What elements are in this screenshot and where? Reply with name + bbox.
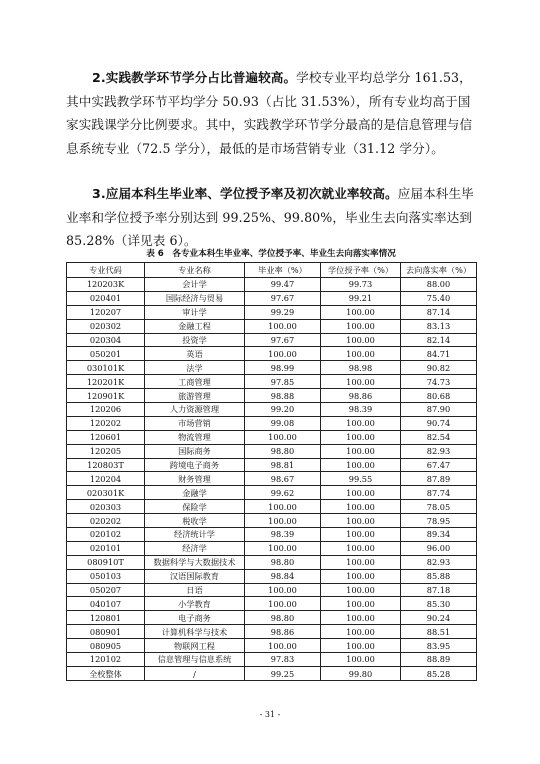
cell-degree-rate: 100.00 — [321, 653, 401, 667]
cell-degree-rate: 100.00 — [321, 569, 401, 583]
cell-employment-rate: 74.73 — [401, 375, 477, 389]
cell-employment-rate: 83.95 — [401, 639, 477, 653]
table-caption: 表 6 各专业本科生毕业率、学位授予率、毕业生去向落实率情况 — [146, 249, 396, 259]
table-row — [67, 541, 477, 555]
cell-major-code: 020202 — [67, 514, 145, 528]
cell-degree-rate: 100.00 — [321, 611, 401, 625]
cell-degree-rate: 100.00 — [321, 375, 401, 389]
cell-degree-rate: 98.98 — [321, 361, 401, 375]
cell-major-code: 120205 — [67, 444, 145, 458]
cell-major-code: 050103 — [67, 569, 145, 583]
cell-employment-rate: 78.05 — [401, 500, 477, 514]
cell-major-name: 市场营销 — [145, 416, 245, 430]
cell-major-code: 020304 — [67, 333, 145, 347]
cell-degree-rate: 98.86 — [321, 389, 401, 403]
table-row — [67, 500, 477, 514]
cell-major-code: 120207 — [67, 305, 145, 319]
cell-graduation-rate: 98.84 — [245, 569, 321, 583]
table-row — [67, 653, 477, 667]
cell-graduation-rate: 100.00 — [245, 319, 321, 333]
cell-employment-rate: 67.47 — [401, 458, 477, 472]
cell-major-name: 英语 — [145, 347, 245, 361]
paragraph-graduation-rates — [66, 182, 476, 253]
paragraph-text: 应届本科生毕业率和学位授予率分别达到 99.25%、99.80%，毕业生去向落实率达到 85.28%（详见表 6）。 — [66, 186, 474, 248]
cell-degree-rate: 100.00 — [321, 444, 401, 458]
cell-major-code: 120601 — [67, 430, 145, 444]
cell-graduation-rate: 98.81 — [245, 458, 321, 472]
cell-employment-rate: 89.34 — [401, 528, 477, 542]
cell-major-name: 电子商务 — [145, 611, 245, 625]
cell-employment-rate: 75.40 — [401, 291, 477, 305]
cell-major-code: 120206 — [67, 403, 145, 417]
cell-major-code: 050207 — [67, 583, 145, 597]
cell-employment-rate: 82.14 — [401, 333, 477, 347]
cell-degree-rate: 99.80 — [321, 666, 401, 681]
cell-employment-rate: 82.54 — [401, 430, 477, 444]
cell-major-code: 020101 — [67, 541, 145, 555]
table-row — [67, 361, 477, 375]
cell-employment-rate: 83.13 — [401, 319, 477, 333]
cell-graduation-rate: 100.00 — [245, 583, 321, 597]
cell-graduation-rate: 100.00 — [245, 597, 321, 611]
cell-graduation-rate: 99.47 — [245, 278, 321, 292]
table-row — [67, 278, 477, 292]
table-row — [67, 597, 477, 611]
paragraph-heading: 3.应届本科生毕业率、学位授予率及初次就业率较高。 — [92, 186, 398, 201]
cell-major-name: 保险学 — [145, 500, 245, 514]
cell-graduation-rate: 98.67 — [245, 472, 321, 486]
cell-employment-rate: 82.93 — [401, 444, 477, 458]
cell-major-code: 080910T — [67, 555, 145, 569]
cell-employment-rate: 87.14 — [401, 305, 477, 319]
table-row — [67, 430, 477, 444]
table-row — [67, 528, 477, 542]
cell-graduation-rate: 99.25 — [245, 666, 321, 681]
cell-graduation-rate: 100.00 — [245, 541, 321, 555]
cell-major-code: 050201 — [67, 347, 145, 361]
cell-graduation-rate: 99.29 — [245, 305, 321, 319]
cell-major-name: 工商管理 — [145, 375, 245, 389]
table-row — [67, 333, 477, 347]
cell-degree-rate: 99.73 — [321, 278, 401, 292]
cell-major-code: 020302 — [67, 319, 145, 333]
table-row — [67, 555, 477, 569]
table-header-row — [67, 263, 477, 278]
cell-major-name: 经济学 — [145, 541, 245, 555]
header-degree-rate: 学位授予率（%） — [321, 263, 401, 278]
paragraph-text: 学校专业平均总学分 161.53，其中实践教学环节平均学分 50.93（占比 31.53%），所有专业均高于国家实践课学分比例要求。其中，实践教学环节学分最高的是信息管理与信息系统专业（72.5 学分），最低的是市场营销专业（31.12 学分）。 — [66, 70, 473, 156]
cell-major-name: / — [145, 666, 245, 681]
page-number: - 31 - — [259, 710, 281, 719]
paragraph-heading: 2.实践教学环节学分占比普遍较高。 — [92, 70, 297, 85]
cell-major-name: 日语 — [145, 583, 245, 597]
cell-major-code: 120901K — [67, 389, 145, 403]
cell-employment-rate: 82.93 — [401, 555, 477, 569]
cell-major-name: 人力资源管理 — [145, 403, 245, 417]
table-row — [67, 319, 477, 333]
table-row — [67, 291, 477, 305]
cell-major-name: 审计学 — [145, 305, 245, 319]
cell-degree-rate: 100.00 — [321, 458, 401, 472]
cell-major-name: 税收学 — [145, 514, 245, 528]
cell-graduation-rate: 99.08 — [245, 416, 321, 430]
cell-major-name: 财务管理 — [145, 472, 245, 486]
cell-major-name: 法学 — [145, 361, 245, 375]
cell-employment-rate: 90.74 — [401, 416, 477, 430]
cell-graduation-rate: 100.00 — [245, 347, 321, 361]
cell-major-name: 小学教育 — [145, 597, 245, 611]
cell-degree-rate: 100.00 — [321, 347, 401, 361]
cell-employment-rate: 88.89 — [401, 653, 477, 667]
cell-degree-rate: 99.55 — [321, 472, 401, 486]
table-row — [67, 347, 477, 361]
cell-graduation-rate: 98.80 — [245, 611, 321, 625]
cell-degree-rate: 100.00 — [321, 597, 401, 611]
table-row — [67, 486, 477, 500]
cell-employment-rate: 87.18 — [401, 583, 477, 597]
cell-major-name: 金融学 — [145, 486, 245, 500]
cell-employment-rate: 85.88 — [401, 569, 477, 583]
cell-major-name: 物联网工程 — [145, 639, 245, 653]
cell-major-code: 全校整体 — [67, 666, 145, 681]
cell-degree-rate: 100.00 — [321, 639, 401, 653]
cell-employment-rate: 80.68 — [401, 389, 477, 403]
cell-major-name: 汉语国际教育 — [145, 569, 245, 583]
cell-graduation-rate: 99.62 — [245, 486, 321, 500]
table-row — [67, 458, 477, 472]
cell-graduation-rate: 98.99 — [245, 361, 321, 375]
cell-degree-rate: 99.21 — [321, 291, 401, 305]
cell-major-name: 旅游管理 — [145, 389, 245, 403]
table-row — [67, 611, 477, 625]
cell-graduation-rate: 98.80 — [245, 555, 321, 569]
cell-employment-rate: 87.90 — [401, 403, 477, 417]
cell-graduation-rate: 100.00 — [245, 430, 321, 444]
table-row — [67, 583, 477, 597]
cell-major-code: 120204 — [67, 472, 145, 486]
header-major-code: 专业代码 — [67, 263, 145, 278]
cell-major-name: 国际经济与贸易 — [145, 291, 245, 305]
cell-graduation-rate: 100.00 — [245, 639, 321, 653]
cell-major-code: 080901 — [67, 625, 145, 639]
cell-graduation-rate: 98.88 — [245, 389, 321, 403]
cell-degree-rate: 100.00 — [321, 555, 401, 569]
cell-graduation-rate: 97.67 — [245, 291, 321, 305]
table-row — [67, 569, 477, 583]
cell-major-code: 120201K — [67, 375, 145, 389]
table-row — [67, 403, 477, 417]
cell-major-name: 经济统计学 — [145, 528, 245, 542]
cell-graduation-rate: 100.00 — [245, 514, 321, 528]
cell-major-name: 国际商务 — [145, 444, 245, 458]
header-graduation-rate: 毕业率（%） — [245, 263, 321, 278]
paragraph-practice-credits — [66, 66, 476, 160]
cell-graduation-rate: 98.39 — [245, 528, 321, 542]
table-row — [67, 375, 477, 389]
cell-degree-rate: 100.00 — [321, 416, 401, 430]
cell-major-code: 020301K — [67, 486, 145, 500]
cell-graduation-rate: 100.00 — [245, 500, 321, 514]
table-row — [67, 625, 477, 639]
cell-employment-rate: 78.95 — [401, 514, 477, 528]
cell-major-name: 信息管理与信息系统 — [145, 653, 245, 667]
cell-graduation-rate: 98.80 — [245, 444, 321, 458]
cell-degree-rate: 100.00 — [321, 500, 401, 514]
cell-major-name: 跨境电子商务 — [145, 458, 245, 472]
cell-employment-rate: 85.28 — [401, 666, 477, 681]
cell-degree-rate: 100.00 — [321, 486, 401, 500]
cell-degree-rate: 100.00 — [321, 319, 401, 333]
cell-employment-rate: 88.00 — [401, 278, 477, 292]
cell-graduation-rate: 98.86 — [245, 625, 321, 639]
cell-major-code: 020102 — [67, 528, 145, 542]
cell-major-code: 030101K — [67, 361, 145, 375]
cell-degree-rate: 100.00 — [321, 625, 401, 639]
table-row — [67, 639, 477, 653]
cell-major-name: 金融工程 — [145, 319, 245, 333]
cell-degree-rate: 100.00 — [321, 305, 401, 319]
cell-graduation-rate: 97.85 — [245, 375, 321, 389]
cell-major-name: 数据科学与大数据技术 — [145, 555, 245, 569]
cell-degree-rate: 100.00 — [321, 541, 401, 555]
cell-graduation-rate: 97.83 — [245, 653, 321, 667]
table-row — [67, 472, 477, 486]
cell-employment-rate: 87.89 — [401, 472, 477, 486]
cell-employment-rate: 85.30 — [401, 597, 477, 611]
table-row — [67, 305, 477, 319]
header-employment-rate: 去向落实率（%） — [401, 263, 477, 278]
cell-employment-rate: 90.24 — [401, 611, 477, 625]
cell-degree-rate: 100.00 — [321, 583, 401, 597]
cell-employment-rate: 90.82 — [401, 361, 477, 375]
cell-major-code: 120202 — [67, 416, 145, 430]
header-major-name: 专业名称 — [145, 263, 245, 278]
cell-major-name: 会计学 — [145, 278, 245, 292]
cell-degree-rate: 100.00 — [321, 333, 401, 347]
cell-major-name: 物流管理 — [145, 430, 245, 444]
cell-graduation-rate: 97.67 — [245, 333, 321, 347]
table-row — [67, 444, 477, 458]
cell-major-code: 020401 — [67, 291, 145, 305]
cell-employment-rate: 84.71 — [401, 347, 477, 361]
cell-major-code: 020303 — [67, 500, 145, 514]
cell-major-code: 120203K — [67, 278, 145, 292]
table-row — [67, 416, 477, 430]
graduation-rates-table — [66, 262, 477, 681]
cell-major-code: 080905 — [67, 639, 145, 653]
cell-degree-rate: 98.39 — [321, 403, 401, 417]
cell-major-code: 120102 — [67, 653, 145, 667]
cell-major-code: 120803T — [67, 458, 145, 472]
cell-degree-rate: 100.00 — [321, 430, 401, 444]
cell-major-name: 计算机科学与技术 — [145, 625, 245, 639]
table-total-row — [67, 666, 477, 681]
cell-degree-rate: 100.00 — [321, 528, 401, 542]
table-row — [67, 389, 477, 403]
cell-employment-rate: 96.00 — [401, 541, 477, 555]
cell-graduation-rate: 99.20 — [245, 403, 321, 417]
cell-employment-rate: 88.51 — [401, 625, 477, 639]
cell-major-code: 040107 — [67, 597, 145, 611]
cell-major-name: 投资学 — [145, 333, 245, 347]
cell-major-code: 120801 — [67, 611, 145, 625]
cell-employment-rate: 87.74 — [401, 486, 477, 500]
cell-degree-rate: 100.00 — [321, 514, 401, 528]
table-row — [67, 514, 477, 528]
